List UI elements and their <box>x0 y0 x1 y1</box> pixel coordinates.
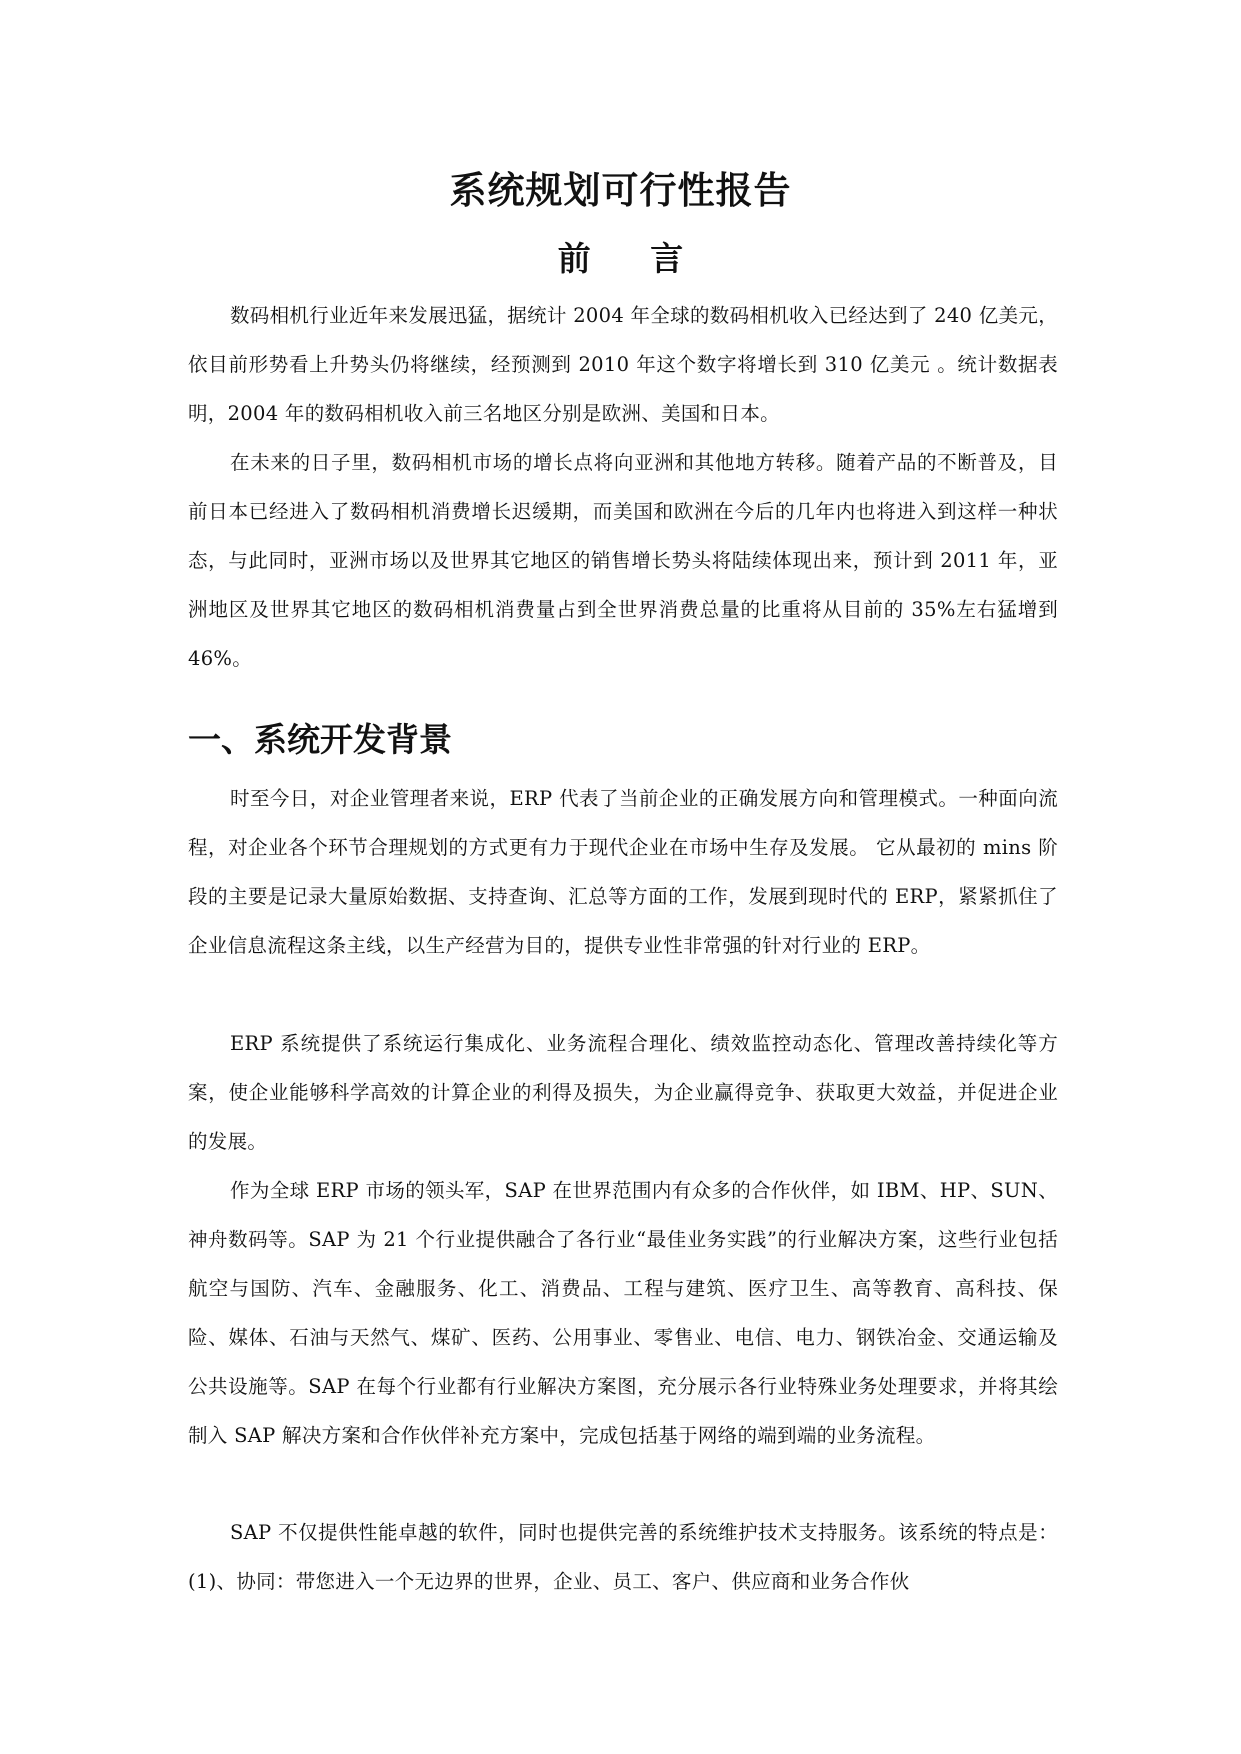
section-1-paragraph-2-block <box>188 1019 1058 1166</box>
preface-paragraph-1-block <box>188 291 1058 438</box>
section-1-paragraph-1: 时至今日，对企业管理者来说，ERP 代表了当前企业的正确发展方向和管理模式。一种面向流程，对企业各个环节合理规划的方式更有力于现代企业在市场中生存及发展。 它从最初的 mins 阶段的主要是记录大量原始数据、支持查询、汇总等方面的工作，发展到现时代的 ERP，紧紧抓住了企业信息流程这条主线，以生产经营为目的，提供专业性非常强的针对行业的 ERP。 <box>188 787 1058 957</box>
preface-paragraph-2: 在未来的日子里，数码相机市场的增长点将向亚洲和其他地方转移。随着产品的不断普及，目前日本已经进入了数码相机消费增长迟缓期，而美国和欧洲在今后的几年内也将进入到这样一种状态，与此同时，亚洲市场以及世界其它地区的销售增长势头将陆续体现出来，预计到 2011 年，亚洲地区及世界其它地区的数码相机消费量占到全世界消费总量的比重将从目前的 35%左右猛增到 46%。 <box>188 451 1058 670</box>
section-1-paragraph-4-block <box>188 1508 1058 1606</box>
preface-title: 前 言 <box>557 239 708 278</box>
section-1-paragraph-1-block <box>188 774 1058 970</box>
section-1-paragraph-4: SAP 不仅提供性能卓越的软件，同时也提供完善的系统维护技术支持服务。该系统的特点是：(1)、协同：带您进入一个无边界的世界，企业、员工、客户、供应商和业务合作伙 <box>188 1521 1058 1593</box>
document-title: 系统规划可行性报告 <box>449 169 792 212</box>
section-1-paragraph-2: ERP 系统提供了系统运行集成化、业务流程合理化、绩效监控动态化、管理改善持续化等方案，使企业能够科学高效的计算企业的利得及损失，为企业赢得竞争、获取更大效益，并促进企业的发展。 <box>188 1032 1058 1153</box>
preface-paragraph-2-block <box>188 438 1058 683</box>
preface-paragraph-1: 数码相机行业近年来发展迅猛，据统计 2004 年全球的数码相机收入已经达到了 240 亿美元， 依目前形势看上升势头仍将继续，经预测到 2010 年这个数字将增长到 310 亿美元 。统计数据表明，2004 年的数码相机收入前三名地区分别是欧洲、美国和日本。 <box>188 304 1058 425</box>
section-1-paragraph-3-block <box>188 1166 1058 1460</box>
section-1-paragraph-3: 作为全球 ERP 市场的领头军，SAP 在世界范围内有众多的合作伙伴，如 IBM、HP、SUN、神舟数码等。SAP 为 21 个行业提供融合了各行业“最佳业务实践”的行业解决方案，这些行业包括航空与国防、汽车、金融服务、化工、消费品、工程与建筑、医疗卫生、高等教育、高科技、保险、媒体、石油与天然气、煤矿、医药、公用事业、零售业、电信、电力、钢铁冶金、交通运输及公共设施等。SAP 在每个行业都有行业解决方案图，充分展示各行业特殊业务处理要求，并将其绘制入 SAP 解决方案和合作伙伴补充方案中，完成包括基于网络的端到端的业务流程。 <box>188 1179 1058 1447</box>
section-1-heading: 一、系统开发背景 <box>188 720 452 759</box>
